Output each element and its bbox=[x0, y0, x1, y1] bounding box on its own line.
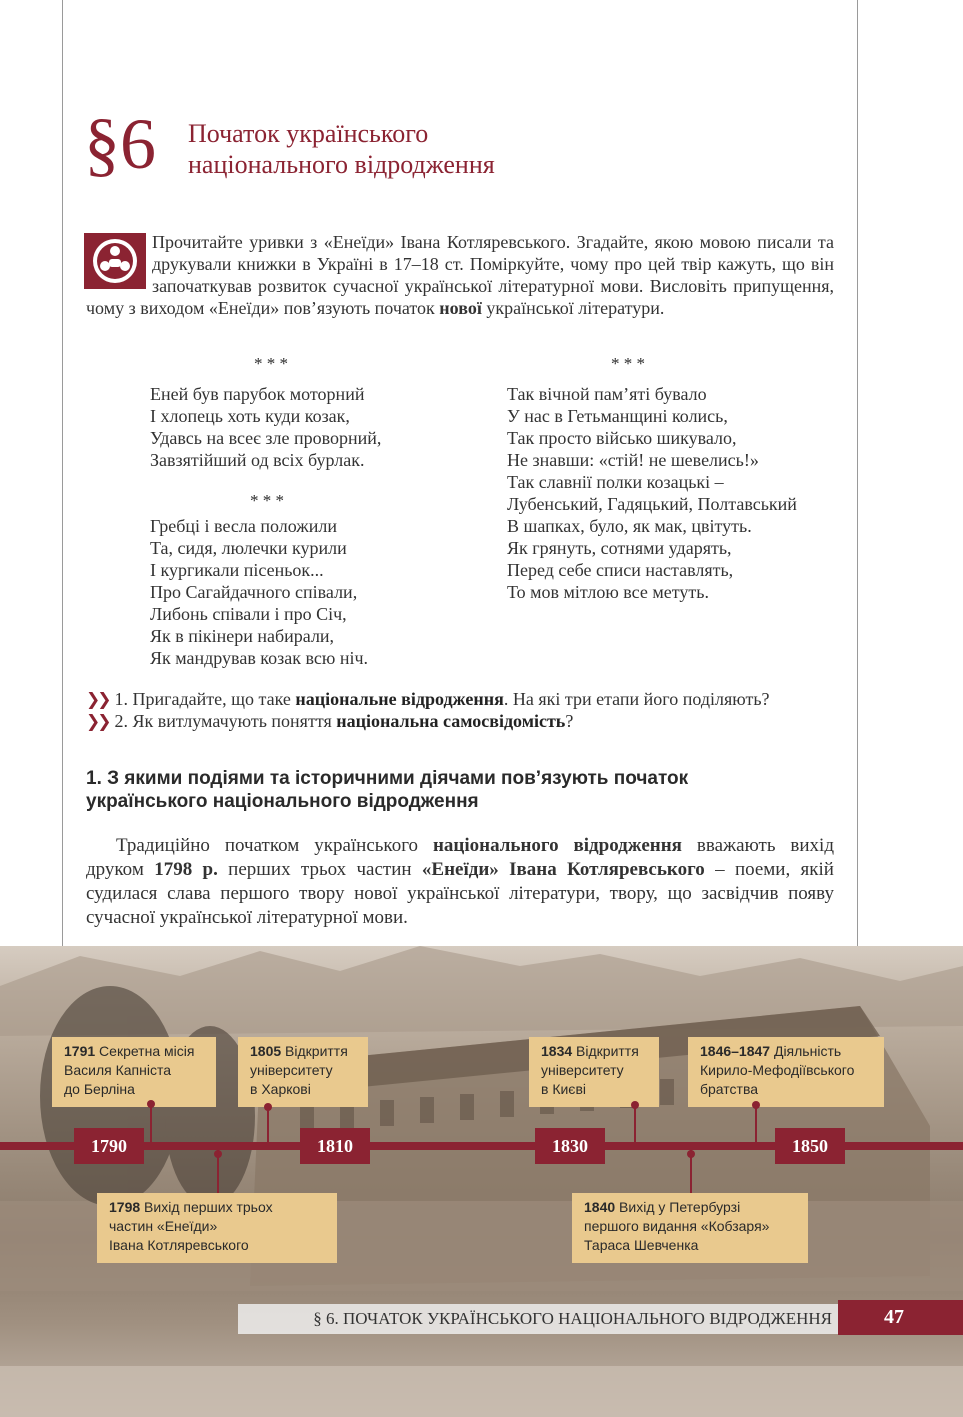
event-year: 1791 bbox=[64, 1043, 96, 1059]
question-text: 2. Як витлумачують поняття bbox=[114, 711, 337, 731]
timeline-connector bbox=[150, 1103, 152, 1145]
double-chevron-icon: ❯❯ bbox=[86, 690, 109, 710]
timeline-connector bbox=[267, 1107, 269, 1145]
event-year: 1840 bbox=[584, 1199, 616, 1215]
poem-line: Лубенський, Гадяцький, Полтавський bbox=[507, 494, 797, 514]
body-term: 1798 р. bbox=[154, 859, 218, 880]
intro-bold: нової bbox=[439, 298, 482, 318]
event-text: Діяльність bbox=[770, 1043, 842, 1059]
timeline-marker bbox=[147, 1100, 155, 1108]
poem-stanza-3 bbox=[507, 383, 797, 603]
poem-line: Либонь співали і про Січ, bbox=[150, 604, 347, 624]
intro-paragraph bbox=[86, 231, 834, 319]
double-chevron-icon: ❯❯ bbox=[86, 712, 109, 732]
timeline-year-label: 1830 bbox=[535, 1128, 605, 1164]
poem-line: У нас в Гетьманщині колись, bbox=[507, 406, 728, 426]
question-2 bbox=[86, 710, 573, 733]
section-number: §6 bbox=[84, 104, 156, 184]
poem-line: Удавсь на всеє зле проворний, bbox=[150, 428, 382, 448]
historic-building-photo bbox=[0, 946, 963, 1417]
section-title bbox=[188, 118, 495, 180]
event-text: Відкриття bbox=[281, 1043, 348, 1059]
stanza-separator: * * * bbox=[611, 354, 645, 373]
poem-line: Як мандрував козак всю ніч. bbox=[150, 648, 369, 668]
left-margin-line bbox=[62, 0, 63, 946]
running-title: § 6. ПОЧАТОК УКРАЇНСЬКОГО НАЦІОНАЛЬНОГО ВІДРОДЖЕННЯ bbox=[238, 1304, 838, 1334]
poem-line: Як в пікінери набирали, bbox=[150, 626, 335, 646]
question-term: національна самосвідомість bbox=[336, 711, 566, 731]
poem-line: Як грянуть, сотнями ударять, bbox=[507, 538, 732, 558]
right-margin-line bbox=[857, 0, 858, 946]
body-paragraph bbox=[86, 834, 834, 930]
poem-line: Про Сагайдачного співали, bbox=[150, 582, 358, 602]
subsection-heading-line: 1. З якими подіями та історичними діячами пов’язують початок bbox=[86, 768, 689, 789]
event-text: до Берліна bbox=[64, 1081, 135, 1097]
subsection-heading bbox=[86, 767, 846, 813]
poem-line: Не знавши: «стій! не шевелись!» bbox=[507, 450, 759, 470]
poem-stanza-1 bbox=[150, 383, 381, 471]
subsection-heading-line: українського національного відродження bbox=[86, 791, 479, 812]
section-title-line: національного відродження bbox=[188, 150, 495, 179]
body-term: «Енеїди» Івана Котляревського bbox=[421, 859, 705, 880]
question-text: ? bbox=[565, 711, 574, 731]
timeline-connector bbox=[634, 1107, 636, 1145]
event-year: 1846–1847 bbox=[700, 1043, 771, 1059]
question-text: . На які три етапи його поділяють? bbox=[503, 689, 770, 709]
poem-line: І кургикали пісеньок... bbox=[150, 560, 324, 580]
event-text: частин «Енеїди» bbox=[109, 1218, 218, 1234]
question-text: 1. Пригадайте, що таке bbox=[114, 689, 296, 709]
timeline-year-label: 1790 bbox=[74, 1128, 144, 1164]
event-text: Тараса Шевченка bbox=[584, 1237, 699, 1253]
poem-line: Еней був парубок моторний bbox=[150, 384, 365, 404]
timeline-connector bbox=[755, 1107, 757, 1145]
poem-line: Так вічной пам’яті бувало bbox=[507, 384, 707, 404]
poem-line: Гребці і весла положили bbox=[150, 516, 337, 536]
event-text: Вихід у Петербурзі bbox=[615, 1199, 741, 1215]
question-1 bbox=[86, 688, 770, 711]
body-text: перших трьох частин bbox=[217, 859, 422, 880]
poem-line: Так славнії полки козацькі – bbox=[507, 472, 724, 492]
timeline-marker bbox=[214, 1150, 222, 1158]
event-text: першого видання «Кобзаря» bbox=[584, 1218, 770, 1234]
event-text: Відкриття bbox=[572, 1043, 639, 1059]
poem-line: І хлопець хоть куди козак, bbox=[150, 406, 350, 426]
body-text: вважають вихід друком bbox=[86, 835, 835, 880]
timeline-year-label: 1810 bbox=[300, 1128, 370, 1164]
poem-line: То мов мітлою все метуть. bbox=[507, 582, 709, 602]
timeline-event bbox=[572, 1193, 808, 1263]
intro-text-end: української літератури. bbox=[481, 298, 665, 318]
timeline-event bbox=[688, 1037, 884, 1107]
event-text: Вихід перших трьох bbox=[140, 1199, 273, 1215]
event-text: Василя Капніста bbox=[64, 1062, 171, 1078]
page-number: 47 bbox=[838, 1300, 963, 1335]
poem-stanza-2 bbox=[150, 515, 368, 669]
section-title-line: Початок українського bbox=[188, 119, 429, 148]
timeline-event bbox=[529, 1037, 659, 1107]
poem-line: В шапках, було, як мак, цвітуть. bbox=[507, 516, 752, 536]
poem-line: Так просто військо шикувало, bbox=[507, 428, 737, 448]
body-term: національного відродження bbox=[432, 835, 682, 856]
intro-text: Прочитайте уривки з «Енеїди» Івана Котляревського. Згадайте, якою мовою писали та друкували книжки в Україні в 17–18 ст. Поміркуйте, чому про цей твір кажуть, що він започаткував розвиток сучасної української літературної мови. Висловіть припущення, чому з виходом «Енеїди» пов’язують початок bbox=[86, 232, 834, 318]
timeline-event bbox=[52, 1037, 216, 1107]
poem-line: Завзятійший од всіх бурлак. bbox=[150, 450, 365, 470]
event-year: 1798 bbox=[109, 1199, 141, 1215]
body-text: – поеми, якій судилася слава першого твору нової української літератури, твору, що засвідчив появу сучасної української літературної мови. bbox=[86, 859, 834, 928]
timeline-marker bbox=[752, 1101, 760, 1109]
poem-line: Перед себе списи наставлять, bbox=[507, 560, 734, 580]
event-year: 1834 bbox=[541, 1043, 573, 1059]
event-text: університету bbox=[250, 1062, 333, 1078]
event-text: Секретна місія bbox=[95, 1043, 195, 1059]
question-term: національне відродження bbox=[295, 689, 504, 709]
timeline-event bbox=[238, 1037, 368, 1107]
event-text: в Києві bbox=[541, 1081, 586, 1097]
timeline-marker bbox=[687, 1150, 695, 1158]
poem-line: Та, сидя, люлечки курили bbox=[150, 538, 347, 558]
event-year: 1805 bbox=[250, 1043, 282, 1059]
body-text: Традиційно початком українського bbox=[116, 835, 433, 856]
stanza-separator: * * * bbox=[254, 354, 288, 373]
stanza-separator: * * * bbox=[250, 491, 284, 510]
event-text: в Харкові bbox=[250, 1081, 311, 1097]
timeline-year-label: 1850 bbox=[775, 1128, 845, 1164]
event-text: Кирило-Мефодіївського bbox=[700, 1062, 855, 1078]
timeline-marker bbox=[631, 1101, 639, 1109]
timeline-marker bbox=[264, 1103, 272, 1111]
event-text: університету bbox=[541, 1062, 624, 1078]
timeline-event bbox=[97, 1193, 337, 1263]
event-text: братства bbox=[700, 1081, 759, 1097]
event-text: Івана Котляревського bbox=[109, 1237, 249, 1253]
